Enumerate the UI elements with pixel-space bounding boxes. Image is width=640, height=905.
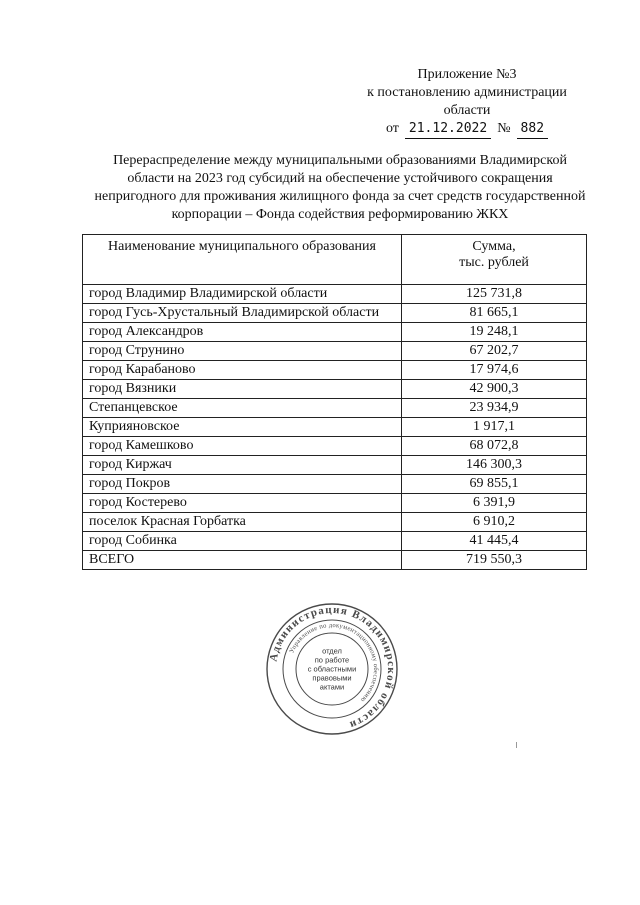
table-header-row [83, 235, 587, 285]
stamp-center-line: правовыми [312, 673, 352, 683]
table-body [83, 285, 587, 570]
date-prefix: от [385, 121, 399, 136]
appendix-date-line [352, 120, 582, 139]
stamp-center-line: отдел [322, 646, 342, 656]
subsidy-amount: 68 072,8 [402, 437, 587, 456]
municipality-name: поселок Красная Горбатка [83, 513, 402, 532]
municipality-name: город Собинка [83, 532, 402, 551]
subsidy-amount: 125 731,8 [402, 285, 587, 304]
municipality-name: город Гусь-Хрустальный Владимирской области [83, 304, 402, 323]
table-row [83, 323, 587, 342]
table-row [83, 285, 587, 304]
subsidy-amount: 23 934,9 [402, 399, 587, 418]
municipality-name: город Киржач [83, 456, 402, 475]
subsidy-amount: 1 917,1 [402, 418, 587, 437]
table-row [83, 532, 587, 551]
subsidy-amount: 6 391,9 [402, 494, 587, 513]
municipality-name: город Камешково [83, 437, 402, 456]
table-row [83, 437, 587, 456]
document-title: Перераспределение между муниципальными образованиями Владимирской области на 2023 год субсидий на обеспечение устойчивого сокращения непригодного для проживания жилищного фонда за счет средств государственной корпорации – Фонда содействия реформированию ЖКХ [94, 153, 586, 222]
header-amount: Сумма, тыс. рублей [402, 235, 587, 285]
municipality-name: город Александров [83, 323, 402, 342]
municipality-name: город Вязники [83, 380, 402, 399]
municipality-name: город Струнино [83, 342, 402, 361]
table-row [83, 361, 587, 380]
table-row [83, 456, 587, 475]
table-row [83, 399, 587, 418]
table-row [83, 380, 587, 399]
subsidy-amount: 17 974,6 [402, 361, 587, 380]
decree-number: 882 [517, 120, 548, 139]
stamp-center-line: по работе [314, 655, 350, 665]
table-row [83, 342, 587, 361]
appendix-label: Приложение №3 [417, 67, 517, 82]
appendix-reference: к постановлению администрации [367, 85, 567, 100]
stamp-center-line: с областными [307, 664, 357, 674]
subsidy-amount: 6 910,2 [402, 513, 587, 532]
municipality-name: Степанцевское [83, 399, 402, 418]
subsidy-amount: 81 665,1 [402, 304, 587, 323]
subsidy-amount: 41 445,4 [402, 532, 587, 551]
appendix-header [352, 66, 582, 139]
header-municipality: Наименование муниципального образования [83, 235, 402, 285]
table-row [83, 418, 587, 437]
scan-mark [516, 742, 517, 748]
subsidy-amount: 719 550,3 [402, 551, 587, 570]
stamp-center-line: актами [319, 682, 345, 692]
number-prefix: № [497, 121, 511, 136]
municipality-name: город Покров [83, 475, 402, 494]
official-stamp [264, 601, 400, 737]
subsidy-amount: 67 202,7 [402, 342, 587, 361]
municipality-name: город Владимир Владимирской области [83, 285, 402, 304]
subsidy-amount: 146 300,3 [402, 456, 587, 475]
municipality-name: ВСЕГО [83, 551, 402, 570]
table-row [83, 304, 587, 323]
subsidy-amount: 69 855,1 [402, 475, 587, 494]
subsidy-table [82, 234, 587, 570]
municipality-name: город Костерево [83, 494, 402, 513]
stamp-outer-text: Администрация Владимирской области [267, 603, 398, 732]
municipality-name: город Карабаново [83, 361, 402, 380]
municipality-name: Куприяновское [83, 418, 402, 437]
decree-date: 21.12.2022 [405, 120, 491, 139]
stamp-inner-text: Управление по документационному обеспечению [288, 621, 380, 704]
subsidy-amount: 42 900,3 [402, 380, 587, 399]
table-row [83, 475, 587, 494]
appendix-region: области [443, 103, 491, 118]
subsidy-amount: 19 248,1 [402, 323, 587, 342]
table-row [83, 494, 587, 513]
table-row [83, 551, 587, 570]
table-row [83, 513, 587, 532]
